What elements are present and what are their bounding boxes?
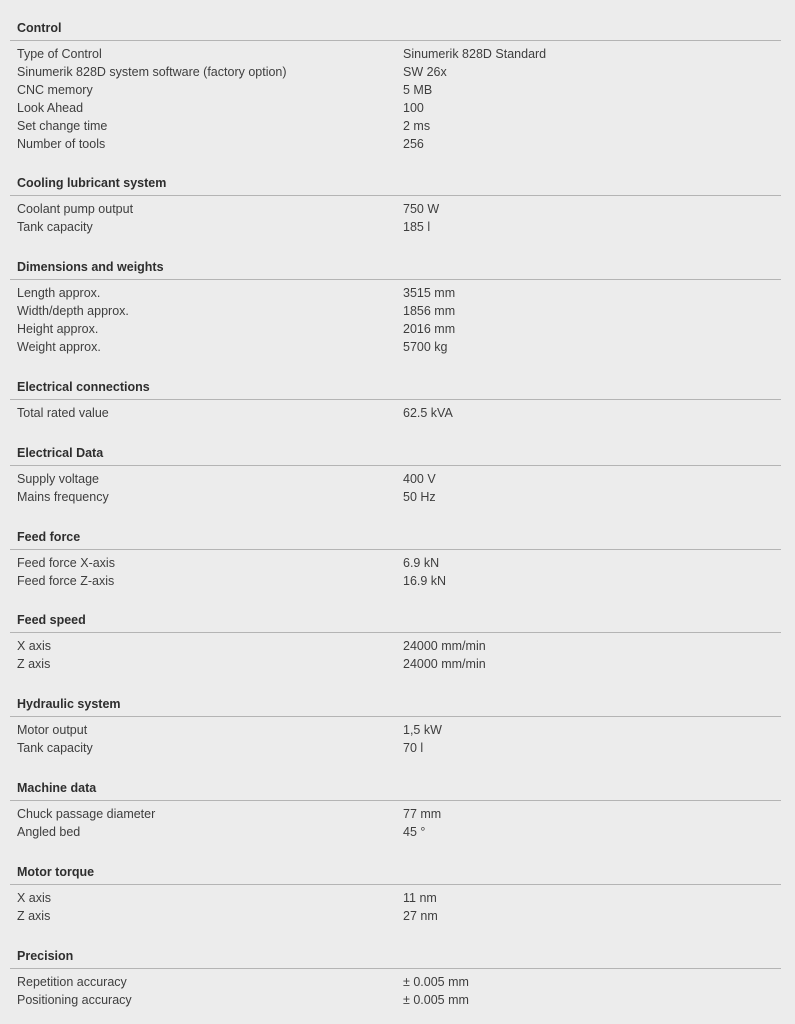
spec-label: Sinumerik 828D system software (factory option)	[17, 65, 287, 79]
spec-value: 2016 mm	[403, 322, 456, 336]
spec-row	[0, 284, 795, 302]
spec-rows	[0, 973, 795, 1009]
spec-label: Tank capacity	[17, 741, 93, 755]
spec-label: Type of Control	[17, 47, 102, 61]
section-title: Dimensions and weights	[17, 260, 164, 274]
spec-value: 24000 mm/min	[403, 657, 486, 671]
spec-value: 400 V	[403, 472, 436, 486]
spec-rows	[0, 637, 795, 673]
spec-row	[0, 45, 795, 63]
section-title: Electrical connections	[17, 380, 150, 394]
spec-row	[0, 572, 795, 590]
spec-value: 16.9 kN	[403, 574, 447, 588]
spec-value: 24000 mm/min	[403, 639, 486, 653]
section-divider	[10, 632, 781, 633]
spec-label: Repetition accuracy	[17, 975, 127, 989]
section-title: Control	[17, 21, 62, 35]
section-divider	[10, 800, 781, 801]
spec-label: Look Ahead	[17, 101, 84, 115]
spec-value: 70 l	[403, 741, 424, 755]
section-divider	[10, 195, 781, 196]
spec-row	[0, 554, 795, 572]
spec-label: Length approx.	[17, 286, 101, 300]
spec-value: 750 W	[403, 202, 440, 216]
section-divider	[10, 884, 781, 885]
spec-row	[0, 338, 795, 356]
section-divider	[10, 716, 781, 717]
spec-row	[0, 823, 795, 841]
spec-row	[0, 721, 795, 739]
section-divider	[10, 968, 781, 969]
spec-row	[0, 805, 795, 823]
spec-row	[0, 907, 795, 925]
spec-value: 5 MB	[403, 83, 433, 97]
spec-rows	[0, 284, 795, 356]
spec-value: ± 0.005 mm	[403, 993, 469, 1007]
spec-rows	[0, 470, 795, 506]
spec-rows	[0, 554, 795, 590]
spec-label: Supply voltage	[17, 472, 100, 486]
spec-label: Chuck passage diameter	[17, 807, 156, 821]
section-title: Hydraulic system	[17, 697, 121, 711]
spec-row	[0, 488, 795, 506]
section-title: Feed speed	[17, 613, 86, 627]
spec-row	[0, 973, 795, 991]
spec-row	[0, 637, 795, 655]
section-divider	[10, 549, 781, 550]
spec-value: 185 l	[403, 220, 431, 234]
spec-value: 2 ms	[403, 119, 431, 133]
spec-value: 50 Hz	[403, 490, 436, 504]
spec-value: 1,5 kW	[403, 723, 442, 737]
spec-rows	[0, 45, 795, 153]
spec-row	[0, 889, 795, 907]
spec-row	[0, 63, 795, 81]
section-divider	[10, 465, 781, 466]
spec-label: Total rated value	[17, 406, 109, 420]
spec-row	[0, 739, 795, 757]
spec-value: 77 mm	[403, 807, 442, 821]
spec-value: 11 nm	[403, 891, 437, 905]
spec-label: Coolant pump output	[17, 202, 134, 216]
spec-value: 45 °	[403, 825, 426, 839]
section-title: Feed force	[17, 530, 81, 544]
spec-label: Height approx.	[17, 322, 99, 336]
spec-label: Z axis	[17, 909, 51, 923]
section-divider	[10, 399, 781, 400]
spec-value: ± 0.005 mm	[403, 975, 469, 989]
spec-row	[0, 470, 795, 488]
spec-value: 1856 mm	[403, 304, 456, 318]
spec-row	[0, 99, 795, 117]
spec-label: Feed force Z-axis	[17, 574, 115, 588]
spec-row	[0, 117, 795, 135]
spec-label: Tank capacity	[17, 220, 93, 234]
section-title: Precision	[17, 949, 74, 963]
spec-label: CNC memory	[17, 83, 93, 97]
spec-label: Width/depth approx.	[17, 304, 129, 318]
spec-label: Feed force X-axis	[17, 556, 115, 570]
spec-label: X axis	[17, 891, 52, 905]
section-divider	[10, 279, 781, 280]
spec-label: Number of tools	[17, 137, 106, 151]
spec-label: Motor output	[17, 723, 88, 737]
spec-label: Positioning accuracy	[17, 993, 132, 1007]
spec-row	[0, 200, 795, 218]
section-title: Machine data	[17, 781, 97, 795]
spec-row	[0, 81, 795, 99]
spec-rows	[0, 404, 795, 422]
spec-value: 6.9 kN	[403, 556, 440, 570]
section-title: Motor torque	[17, 865, 95, 879]
spec-value: SW 26x	[403, 65, 447, 79]
spec-value: 62.5 kVA	[403, 406, 453, 420]
section-divider	[10, 40, 781, 41]
spec-label: Weight approx.	[17, 340, 101, 354]
spec-row	[0, 655, 795, 673]
spec-label: Angled bed	[17, 825, 81, 839]
spec-rows	[0, 200, 795, 236]
spec-value: 256	[403, 137, 424, 151]
section-title: Electrical Data	[17, 446, 104, 460]
spec-rows	[0, 805, 795, 841]
spec-value: 27 nm	[403, 909, 438, 923]
spec-value: 5700 kg	[403, 340, 448, 354]
spec-row	[0, 404, 795, 422]
spec-label: X axis	[17, 639, 52, 653]
spec-value: Sinumerik 828D Standard	[403, 47, 547, 61]
spec-row	[0, 218, 795, 236]
spec-row	[0, 302, 795, 320]
spec-label: Set change time	[17, 119, 108, 133]
spec-row	[0, 991, 795, 1009]
section-title: Cooling lubricant system	[17, 176, 167, 190]
spec-label: Z axis	[17, 657, 51, 671]
spec-row	[0, 135, 795, 153]
spec-value: 100	[403, 101, 424, 115]
spec-label: Mains frequency	[17, 490, 109, 504]
spec-row	[0, 320, 795, 338]
spec-value: 3515 mm	[403, 286, 456, 300]
spec-rows	[0, 889, 795, 925]
spec-rows	[0, 721, 795, 757]
